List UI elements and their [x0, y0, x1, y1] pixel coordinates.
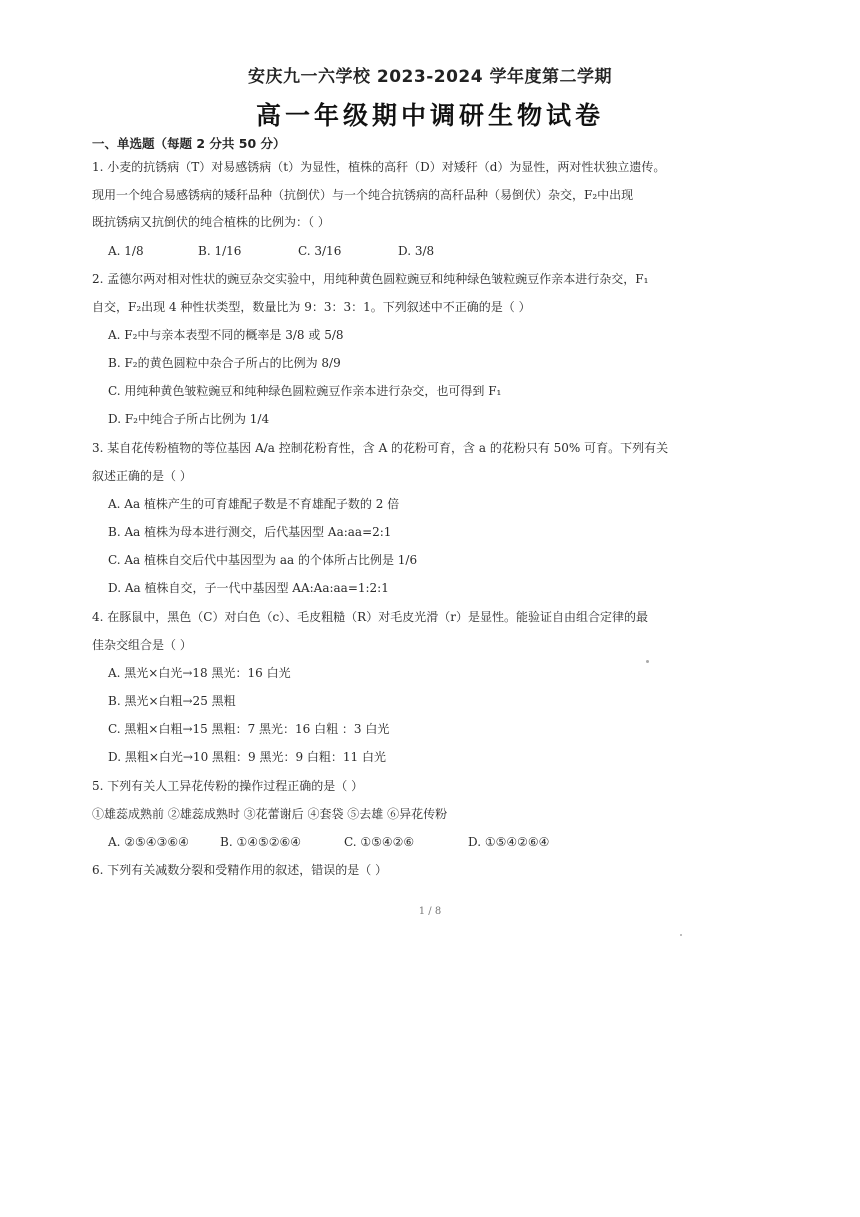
question-4-option-d: D. 黑粗×白光→10 黑粗：9 黑光：9 白粗：11 白光	[108, 750, 386, 764]
question-1-line-1: 1. 小麦的抗锈病（T）对易感锈病（t）为显性，植株的高秆（D）对矮秆（d）为显性，两对性状独立遗传。	[92, 160, 666, 174]
question-2-option-b: B. F₂的黄色圆粒中杂合子所占的比例为 8/9	[108, 356, 341, 370]
question-3-option-b: B. Aa 植株为母本进行测交，后代基因型 Aa:aa=2:1	[108, 525, 392, 539]
question-2-option-c: C. 用纯种黄色皱粒豌豆和纯种绿色圆粒豌豆作亲本进行杂交，也可得到 F₁	[108, 384, 502, 398]
question-5-option-c: C. ①⑤④②⑥	[344, 835, 415, 849]
question-5-line-2: ①雄蕊成熟前 ②雄蕊成熟时 ③花蕾谢后 ④套袋 ⑤去雄 ⑥异花传粉	[92, 807, 448, 821]
question-5-option-d: D. ①⑤④②⑥④	[468, 835, 550, 849]
scan-speck	[646, 660, 649, 663]
question-3-option-d: D. Aa 植株自交，子一代中基因型 AA:Aa:aa=1:2:1	[108, 581, 389, 595]
question-2-option-d: D. F₂中纯合子所占比例为 1/4	[108, 412, 270, 426]
question-1-line-2: 现用一个纯合易感锈病的矮秆品种（抗倒伏）与一个纯合抗锈病的高秆品种（易倒伏）杂交，F₂中出现	[92, 188, 634, 202]
scan-speck	[680, 934, 682, 936]
question-5-line-1: 5. 下列有关人工异花传粉的操作过程正确的是（ ）	[92, 779, 364, 793]
school-title: 安庆九一六学校 2023-2024 学年度第二学期	[247, 67, 613, 87]
question-5-option-a: A. ②⑤④③⑥④	[108, 835, 189, 849]
question-1-option-b: B. 1/16	[198, 244, 242, 258]
question-5-option-b: B. ①④⑤②⑥④	[220, 835, 301, 849]
question-4-line-2: 佳杂交组合是（ ）	[92, 638, 192, 652]
question-4-line-1: 4. 在豚鼠中，黑色（C）对白色（c）、毛皮粗糙（R）对毛皮光滑（r）是显性。能验证自由组合定律的最	[92, 610, 648, 624]
question-4-option-c: C. 黑粗×白粗→15 黑粗：7 黑光：16 白粗 ：3 白光	[108, 722, 390, 736]
question-3-line-2: 叙述正确的是（ ）	[92, 469, 192, 483]
question-1-option-c: C. 3/16	[298, 244, 342, 258]
question-2-line-2: 自交，F₂出现 4 种性状类型，数量比为 9：3：3：1。下列叙述中不正确的是（ ）	[92, 300, 531, 314]
section-heading: 一、单选题（每题 2 分共 50 分）	[92, 136, 286, 151]
question-6-line-1: 6. 下列有关减数分裂和受精作用的叙述，错误的是（ ）	[92, 863, 388, 877]
question-2-option-a: A. F₂中与亲本表型不同的概率是 3/8 或 5/8	[108, 328, 344, 342]
exam-title: 高一年级期中调研生物试卷	[255, 101, 604, 130]
question-1-option-a: A. 1/8	[108, 244, 144, 258]
question-4-option-b: B. 黑光×白粗→25 黑粗	[108, 694, 236, 708]
question-4-option-a: A. 黑光×白光→18 黑光：16 白光	[108, 666, 291, 680]
question-1-line-3: 既抗锈病又抗倒伏的纯合植株的比例为：（ ）	[92, 215, 330, 229]
question-3-option-a: A. Aa 植株产生的可育雄配子数是不育雄配子数的 2 倍	[108, 497, 400, 511]
question-2-line-1: 2. 孟德尔两对相对性状的豌豆杂交实验中，用纯种黄色圆粒豌豆和纯种绿色皱粒豌豆作亲本进行杂交，F₁	[92, 272, 649, 286]
question-3-option-c: C. Aa 植株自交后代中基因型为 aa 的个体所占比例是 1/6	[108, 553, 418, 567]
question-1-option-d: D. 3/8	[398, 244, 435, 258]
page-number: 1 / 8	[418, 906, 442, 917]
question-3-line-1: 3. 某自花传粉植物的等位基因 A/a 控制花粉育性，含 A 的花粉可育，含 a 的花粉只有 50% 可育。下列有关	[92, 441, 669, 455]
